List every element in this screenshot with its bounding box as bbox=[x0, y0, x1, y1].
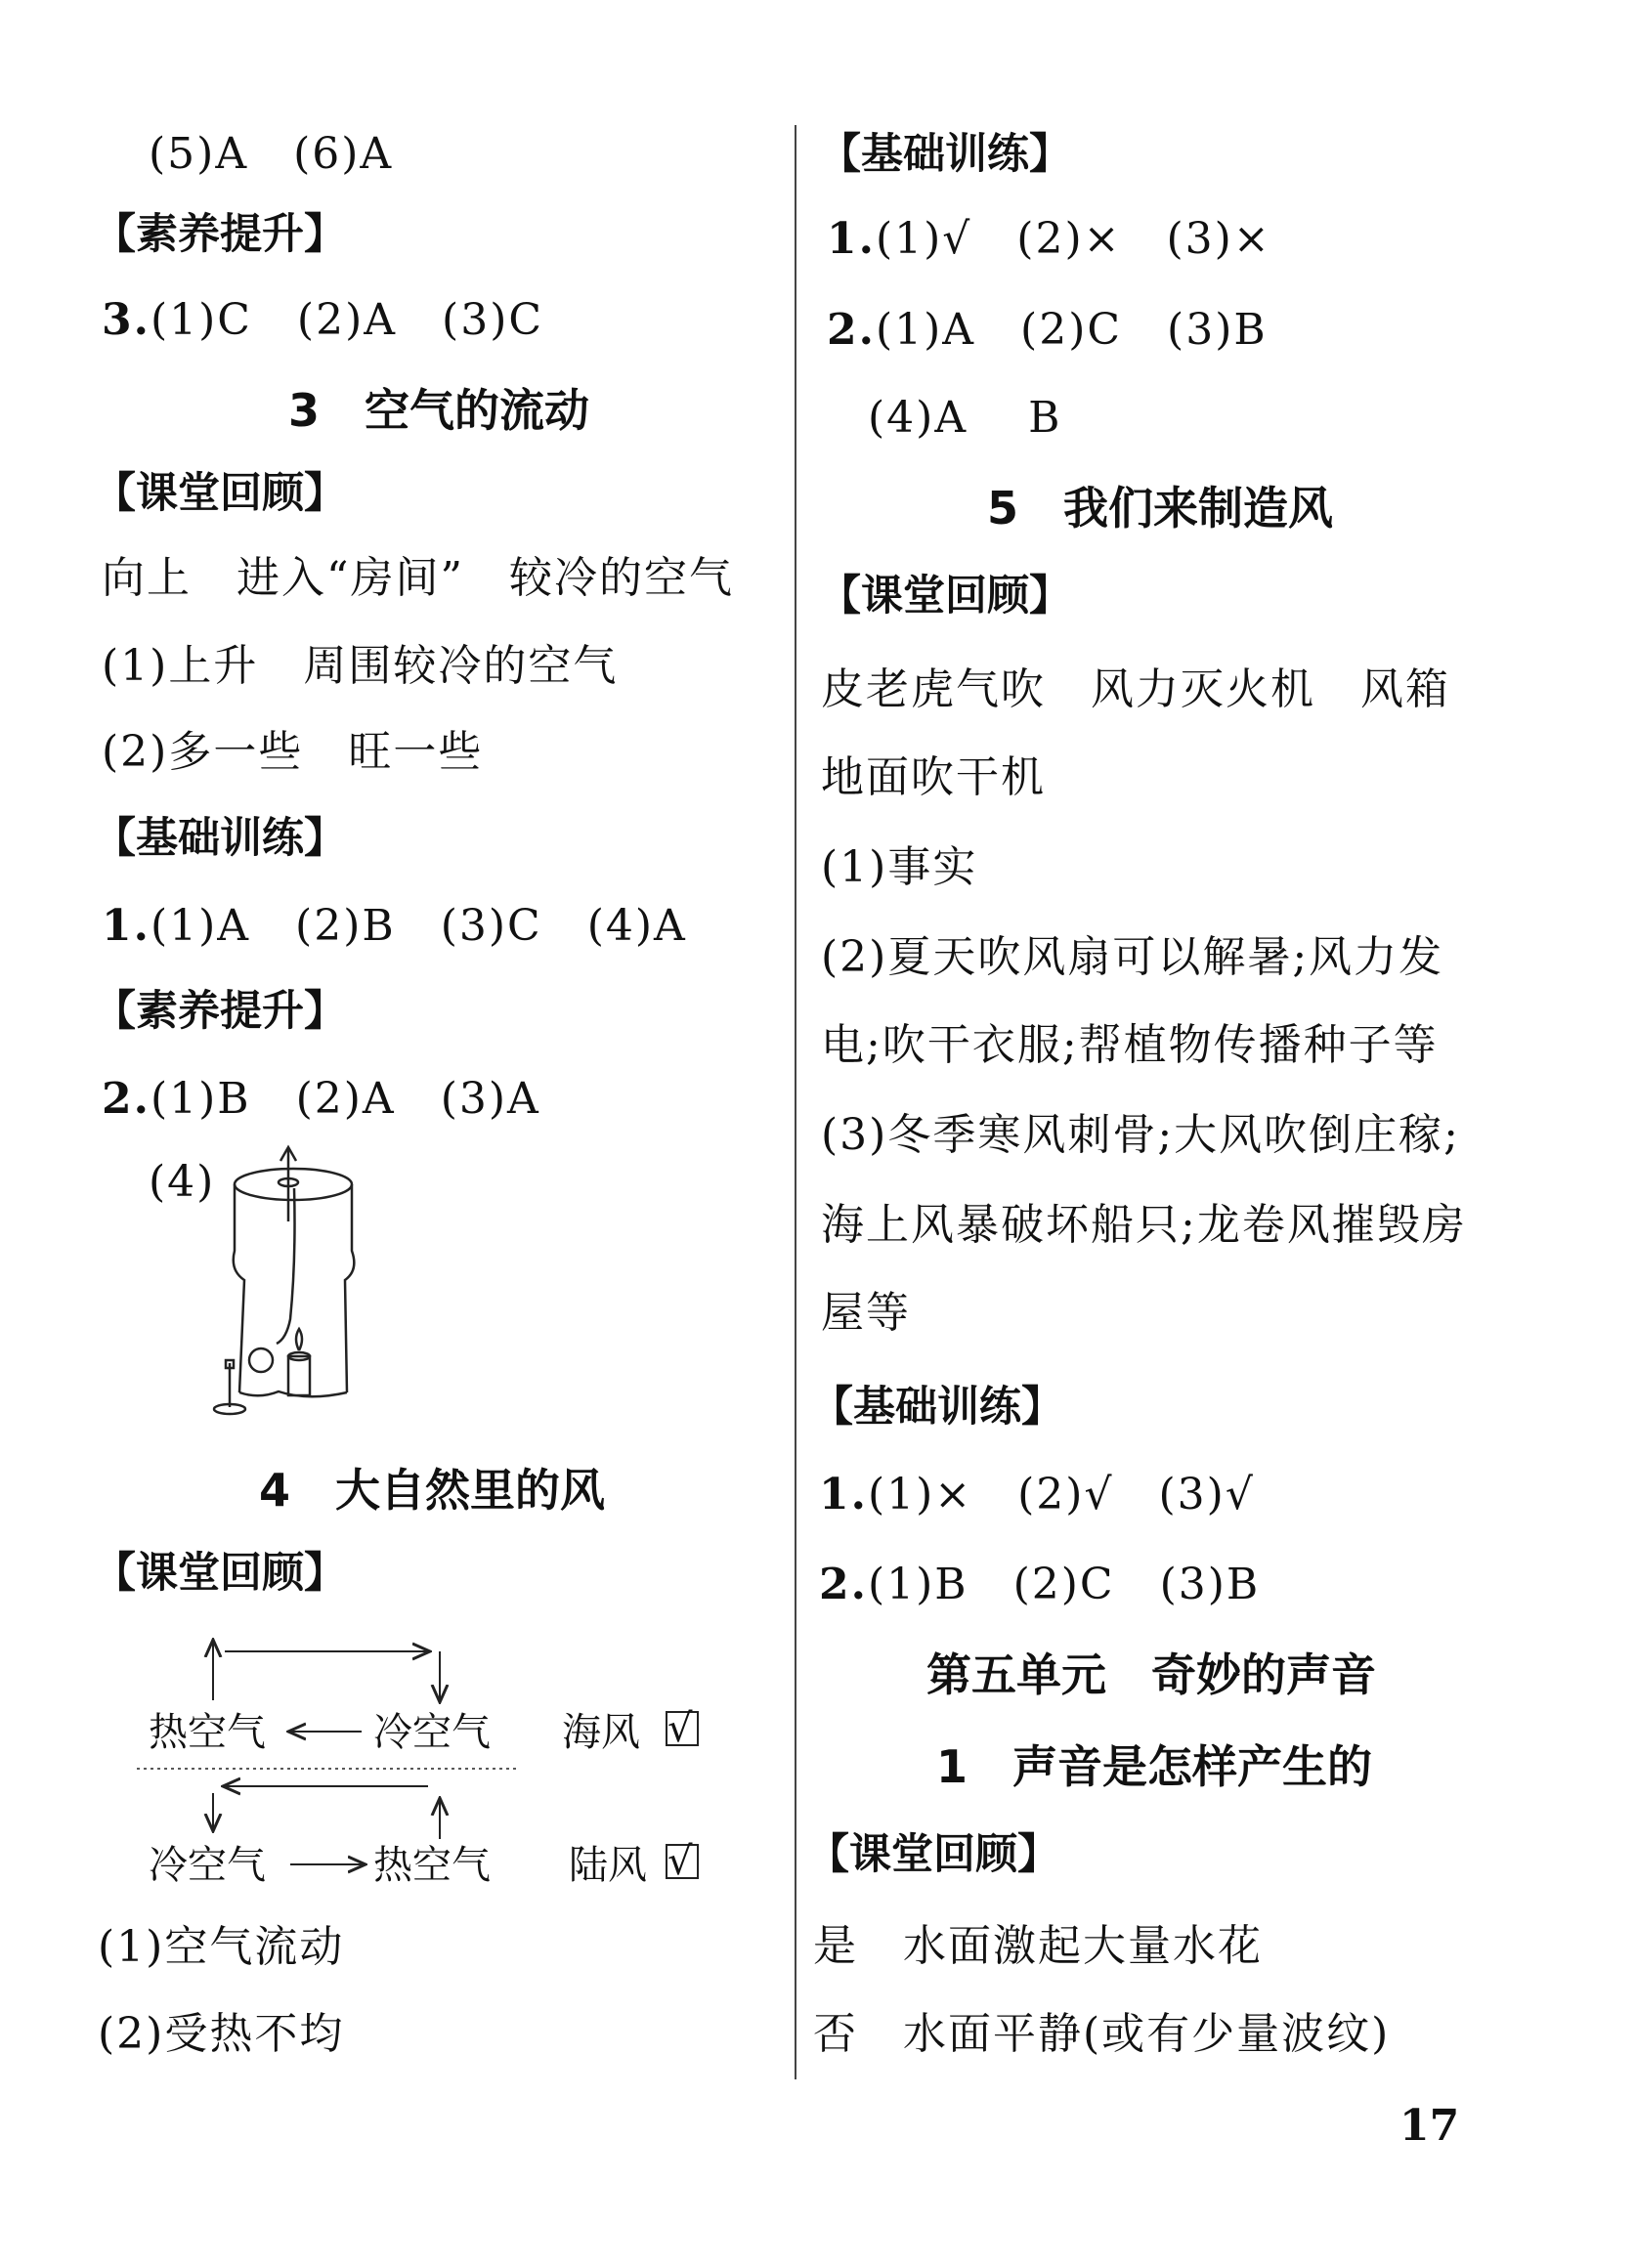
answer-line: (5)A (6)A bbox=[149, 129, 394, 179]
answer-line: (1)事实 bbox=[821, 842, 978, 892]
section-heading-jichu: 【基础训练】 bbox=[811, 1383, 1063, 1432]
label-hot-air: 热空气 bbox=[373, 1843, 491, 1888]
unit-title: 第五单元 奇妙的声音 bbox=[926, 1648, 1376, 1701]
answer-line: 电;吹干衣服;帮植物传播种子等 bbox=[821, 1020, 1439, 1070]
section-heading-ketang: 【课堂回顾】 bbox=[94, 469, 346, 518]
answer-line: 3.(1)C (2)A (3)C bbox=[102, 295, 544, 345]
answer-line: 屋等 bbox=[821, 1288, 911, 1338]
answer-line: (1)上升 周围较冷的空气 bbox=[102, 641, 619, 691]
answer-line: 2.(1)B (2)A (3)A bbox=[102, 1074, 540, 1124]
answer-line: 皮老虎气吹 风力灭火机 风箱 bbox=[821, 664, 1450, 714]
column-divider bbox=[795, 125, 796, 2079]
answer-line: 是 水面激起大量水花 bbox=[813, 1921, 1263, 1971]
answer-line: (2)受热不均 bbox=[98, 2009, 345, 2059]
answer-line: (2)多一些 旺一些 bbox=[102, 727, 484, 777]
sea-land-breeze-diagram bbox=[127, 1622, 723, 1915]
label-cold-air: 冷空气 bbox=[373, 1710, 491, 1755]
answer-line: (2)夏天吹风扇可以解暑;风力发 bbox=[821, 932, 1444, 982]
label-land-breeze: 陆风 bbox=[569, 1843, 647, 1888]
lesson-title: 3 空气的流动 bbox=[288, 384, 590, 437]
answer-line: 向上 进入“房间” 较冷的空气 bbox=[102, 553, 734, 603]
answer-line: 2.(1)A (2)C (3)B bbox=[827, 305, 1268, 355]
answer-line: 1.(1)√ (2)× (3)× bbox=[827, 214, 1271, 264]
label-hot-air: 热空气 bbox=[149, 1710, 266, 1755]
answer-line: 1.(1)× (2)√ (3)√ bbox=[819, 1470, 1255, 1519]
section-heading-jichu: 【基础训练】 bbox=[94, 814, 346, 863]
page-number: 17 bbox=[1399, 2101, 1460, 2151]
candle-jar-illustration bbox=[200, 1143, 386, 1427]
answer-line: 海上风暴破坏船只;龙卷风摧毁房 bbox=[821, 1200, 1467, 1250]
answer-line: 否 水面平静(或有少量波纹) bbox=[813, 2009, 1391, 2059]
lesson-title: 1 声音是怎样产生的 bbox=[936, 1740, 1373, 1793]
section-heading-suyang: 【素养提升】 bbox=[94, 210, 346, 259]
label-sea-breeze: 海风 bbox=[562, 1710, 640, 1755]
answer-line: 2.(1)B (2)C (3)B bbox=[819, 1560, 1261, 1609]
section-heading-ketang: 【课堂回顾】 bbox=[807, 1830, 1059, 1879]
answer-line: (4) bbox=[149, 1157, 216, 1207]
section-heading-suyang: 【素养提升】 bbox=[94, 987, 346, 1036]
check-mark: √ bbox=[667, 1706, 693, 1751]
section-heading-ketang: 【课堂回顾】 bbox=[94, 1549, 346, 1598]
answer-line: 1.(1)A (2)B (3)C (4)A bbox=[102, 901, 687, 951]
lesson-title: 5 我们来制造风 bbox=[987, 482, 1334, 535]
check-mark: √ bbox=[667, 1839, 693, 1884]
lesson-title: 4 大自然里的风 bbox=[259, 1464, 606, 1517]
label-cold-air: 冷空气 bbox=[149, 1843, 266, 1888]
section-heading-ketang: 【课堂回顾】 bbox=[819, 572, 1071, 620]
answer-line: 地面吹干机 bbox=[821, 752, 1046, 802]
section-heading-jichu: 【基础训练】 bbox=[819, 130, 1071, 179]
answer-line: (3)冬季寒风刺骨;大风吹倒庄稼; bbox=[821, 1110, 1460, 1160]
answer-line: (4)A B bbox=[868, 393, 1062, 443]
answer-line: (1)空气流动 bbox=[98, 1922, 345, 1972]
